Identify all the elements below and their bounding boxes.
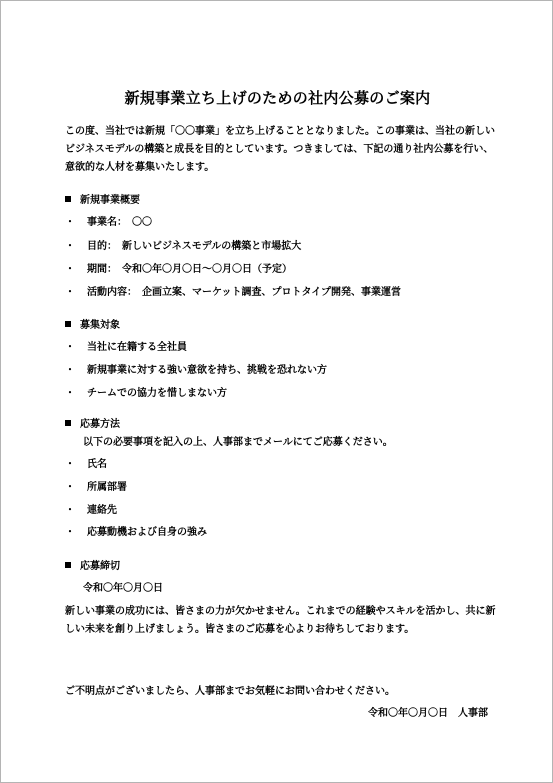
section-heading-deadline: 応募締切 — [65, 557, 120, 572]
method-note: 以下の必要事項を記入の上、人事部までメールにてご応募ください。 — [83, 437, 393, 448]
square-bullet-icon — [65, 420, 71, 426]
list-item: ・ 当社に在籍する全社員 — [65, 342, 187, 353]
section-heading-method: 応募方法 — [65, 415, 120, 430]
list-item: ・ 連絡先 — [65, 505, 117, 516]
section-heading-target: 募集対象 — [65, 316, 120, 331]
square-bullet-icon — [65, 196, 71, 202]
list-item: ・ 新規事業に対する強い意欲を持ち、挑戦を恐れない方 — [65, 365, 327, 376]
list-item: ・ チームでの協力を惜しまない方 — [65, 388, 227, 399]
section-heading-overview: 新規事業概要 — [65, 191, 140, 206]
inquiry-text: ご不明点がございましたら、人事部までお気軽にお問い合わせください。 — [65, 686, 395, 697]
document-title: 新規事業立ち上げのための社内公募のご案内 — [124, 89, 431, 107]
deadline-date: 令和〇年〇月〇日 — [83, 583, 163, 594]
list-item: ・ 目的： 新しいビジネスモデルの構築と市場拡大 — [65, 241, 302, 252]
list-item: ・ 氏名 — [65, 459, 107, 470]
square-bullet-icon — [65, 562, 71, 568]
list-item: ・ 応募動機および自身の強み — [65, 527, 207, 538]
list-item: ・ 期間： 令和〇年〇月〇日～〇月〇日（予定） — [65, 264, 292, 275]
signature: 令和〇年〇月〇日 人事部 — [368, 708, 488, 719]
closing-paragraph: 新しい事業の成功には、皆さまの力が欠かせません。これまでの経験やスキルを活かし、共に新しい未来を創り上げましょう。皆さまのご応募を心よりお待ちしております。 — [65, 606, 496, 635]
list-item: ・ 活動内容： 企画立案、マーケット調査、プロトタイプ開発、事業運営 — [65, 287, 401, 298]
intro-paragraph: この度、当社では新規「〇〇事業」を立ち上げることとなりました。この事業は、当社の新しいビジネスモデルの構築と成長を目的としています。つきましては、下記の通り社内公募を行い、意欲的な人材を募集いたします。 — [65, 126, 495, 173]
list-item: ・ 所属部署 — [65, 482, 127, 493]
list-item: ・ 事業名： 〇〇 — [65, 217, 152, 228]
square-bullet-icon — [65, 321, 71, 327]
